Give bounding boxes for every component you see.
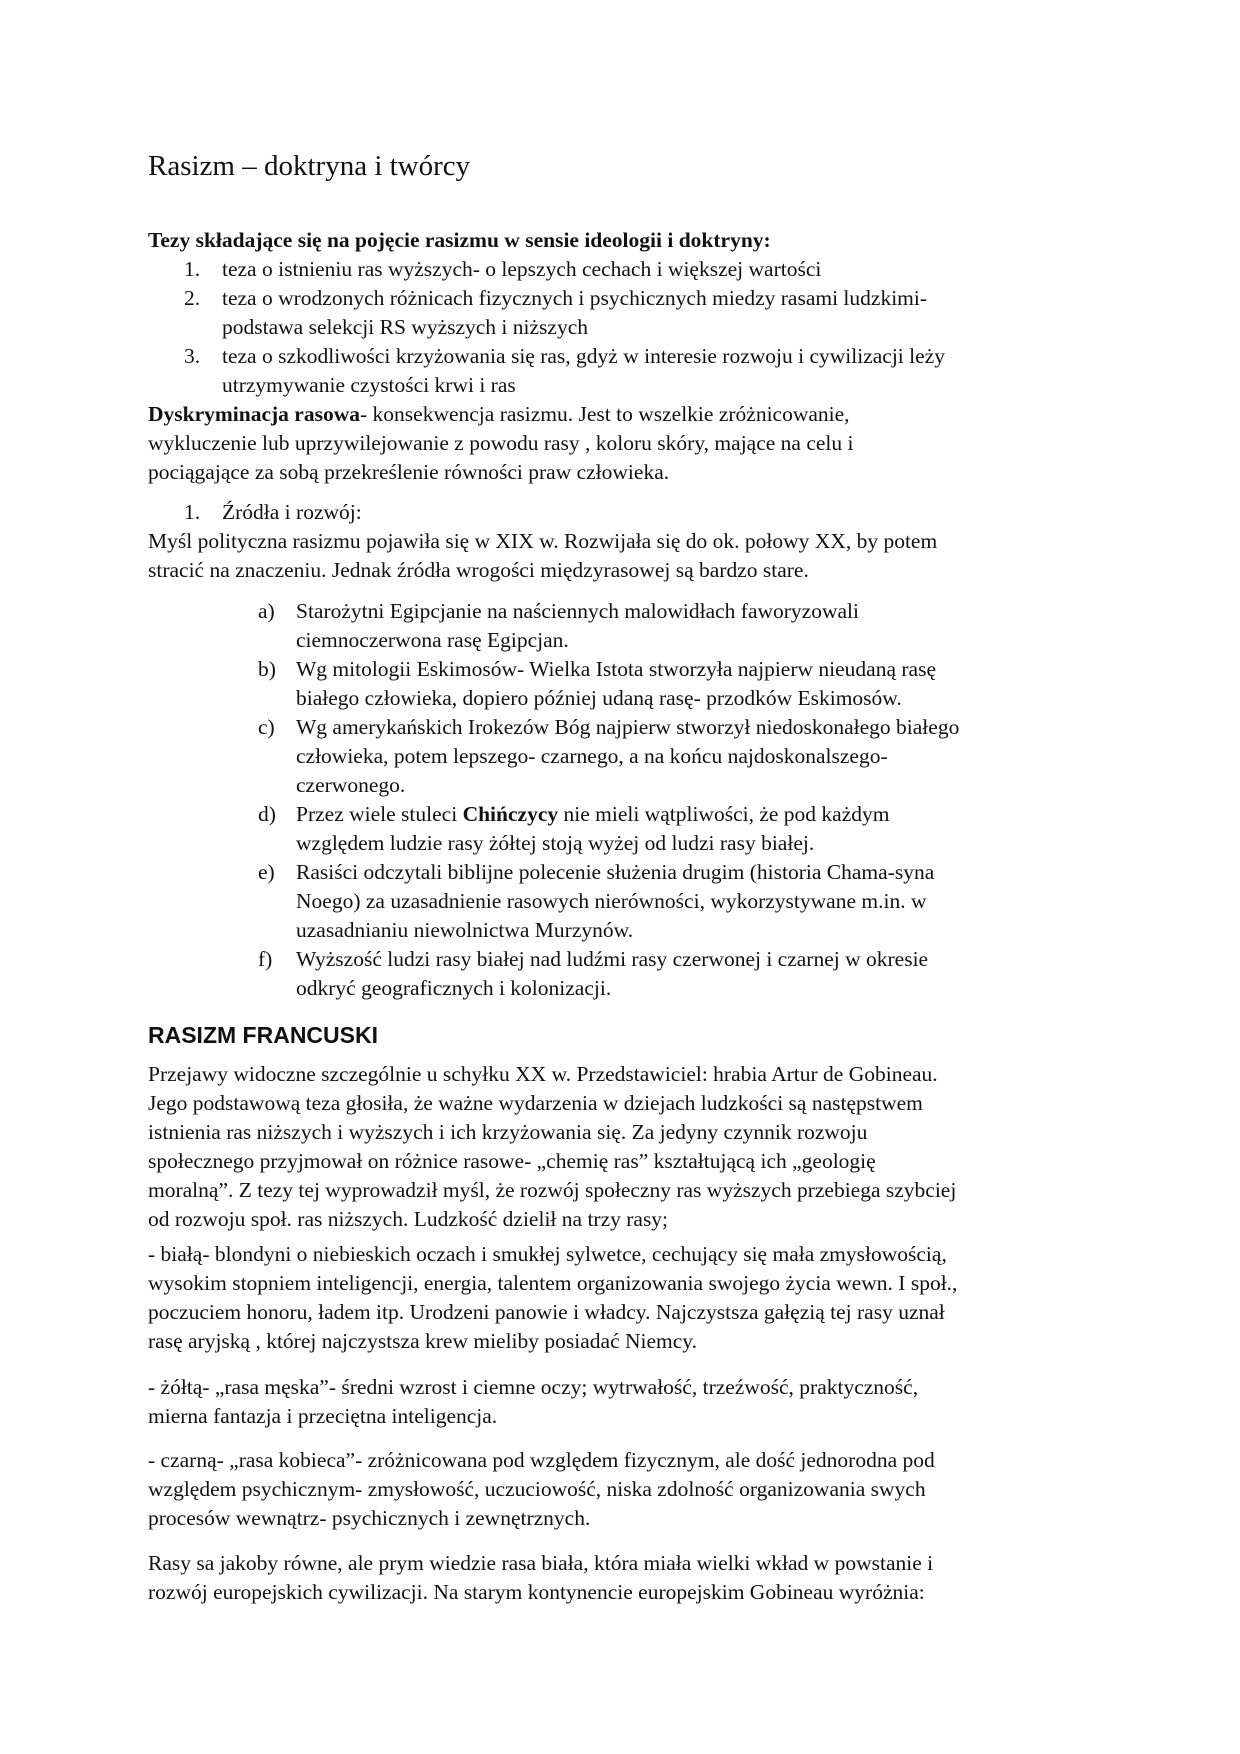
list-text: Wyższość ludzi rasy białej nad ludźmi rasy czerwonej i czarnej w okresie [296, 947, 929, 971]
white-race-paragraph [148, 1240, 1098, 1356]
list-text: podstawa selekcji RS wyższych i niższych [222, 315, 589, 339]
list-text: białego człowieka, dopiero później udaną rasę- przodków Eskimosów. [296, 686, 902, 710]
theses-heading: Tezy składające się na pojęcie rasizmu w sensie ideologii i doktryny: [148, 228, 771, 252]
list-item [148, 255, 945, 284]
discrimination-text: pociągające za sobą przekreślenie równości praw człowieka. [148, 460, 670, 484]
list-text: czerwonego. [296, 773, 406, 797]
sources-list [148, 498, 362, 527]
list-text: utrzymywanie czystości krwi i ras [222, 373, 516, 397]
paragraph-line: istnienia ras niższych i wyższych i ich krzyżowania się. Za jedyny czynnik rozwoju [148, 1120, 868, 1144]
list-item [258, 713, 959, 800]
list-item [148, 284, 945, 342]
list-text: Rasiści odczytali biblijne polecenie służenia drugim (historia Chama-syna [296, 860, 935, 884]
sources-label: Źródła i rozwój: [222, 500, 362, 524]
list-text: nie mieli wątpliwości, że pod każdym [558, 802, 890, 826]
paragraph-line: społecznego przyjmował on różnice rasowe- „chemię ras” kształtującą ich „geologię [148, 1149, 876, 1173]
paragraph-line: mierna fantazja i przeciętna inteligencja. [148, 1404, 498, 1428]
list-text: teza o szkodliwości krzyżowania się ras, gdyż w interesie rozwoju i cywilizacji leży [222, 344, 945, 368]
french-intro-paragraph [148, 1060, 1098, 1234]
paragraph-line: Jego podstawową teza głosiła, że ważne wydarzenia w dziejach ludzkości są następstwem [148, 1091, 923, 1115]
list-marker: a) [258, 599, 275, 623]
paragraph-line: od rozwoju społ. ras niższych. Ludzkość dzielił na trzy rasy; [148, 1207, 669, 1231]
list-text: teza o wrodzonych różnicach fizycznych i psychicznych miedzy rasami ludzkimi- [222, 286, 928, 310]
list-item [148, 498, 362, 527]
list-text: uzasadnianiu niewolnictwa Murzynów. [296, 918, 634, 942]
sources-text: Myśl polityczna rasizmu pojawiła się w XIX w. Rozwijała się do ok. połowy XX, by potem [148, 529, 938, 553]
list-text: Noego) za uzasadnienie rasowych nierówności, wykorzystywane m.in. w [296, 889, 927, 913]
list-item [258, 597, 959, 655]
paragraph-line: względem psychicznym- zmysłowość, uczuciowość, niska zdolność organizowania swych [148, 1477, 926, 1501]
list-text: Wg mitologii Eskimosów- Wielka Istota stworzyła najpierw nieudaną rasę [296, 657, 936, 681]
paragraph-line: Rasy sa jakoby równe, ale prym wiedzie rasa biała, która miała wielki wkład w powstanie i [148, 1551, 934, 1575]
black-race-paragraph [148, 1446, 1098, 1533]
list-text: Wg amerykańskich Irokezów Bóg najpierw stworzył niedoskonałego białego [296, 715, 960, 739]
paragraph-line: procesów wewnątrz- psychicznych i zewnętrznych. [148, 1506, 591, 1530]
examples-list [258, 597, 959, 1003]
list-marker: c) [258, 715, 275, 739]
closing-paragraph [148, 1549, 1098, 1607]
list-item [258, 858, 959, 945]
discrimination-term: Dyskryminacja rasowa [148, 402, 360, 426]
paragraph-line: - czarną- „rasa kobieca”- zróżnicowana pod względem fizycznym, ale dość jednorodna pod [148, 1448, 935, 1472]
list-marker: 2. [184, 286, 201, 310]
paragraph-line: Przejawy widoczne szczególnie u schyłku XX w. Przedstawiciel: hrabia Artur de Gobineau. [148, 1062, 938, 1086]
list-text: odkryć geograficznych i kolonizacji. [296, 976, 612, 1000]
list-marker: d) [258, 802, 276, 826]
section-heading: RASIZM FRANCUSKI [148, 1022, 378, 1048]
discrimination-paragraph [148, 400, 1098, 487]
list-marker: f) [258, 947, 273, 971]
list-item [258, 945, 959, 1003]
paragraph-line: poczuciem honoru, ładem itp. Urodzeni panowie i władcy. Najczystsza gałęzią tej rasy uznał [148, 1300, 945, 1324]
list-marker: b) [258, 657, 276, 681]
list-text: Starożytni Egipcjanie na naściennych malowidłach faworyzowali [296, 599, 859, 623]
list-text: Przez wiele stuleci [296, 802, 463, 826]
paragraph-line: moralną”. Z tezy tej wyprowadził myśl, że rozwój społeczny ras wyższych przebiega szybciej [148, 1178, 957, 1202]
paragraph-line: - białą- blondyni o niebieskich oczach i smukłej sylwetce, cechujący się mała zmysłowością, [148, 1242, 947, 1266]
paragraph-line: - żółtą- „rasa męska”- średni wzrost i ciemne oczy; wytrwałość, trzeźwość, praktyczność, [148, 1375, 919, 1399]
list-item [148, 342, 945, 400]
list-marker: 1. [184, 257, 201, 281]
document-title: Rasizm – doktryna i twórcy [148, 150, 471, 182]
list-text: człowieka, potem lepszego- czarnego, a na końcu najdoskonalszego- [296, 744, 888, 768]
list-text: teza o istnieniu ras wyższych- o lepszych cechach i większej wartości [222, 257, 822, 281]
list-item [258, 655, 959, 713]
theses-list [148, 255, 945, 400]
list-item [258, 800, 959, 858]
list-marker: e) [258, 860, 275, 884]
list-marker: 3. [184, 344, 201, 368]
yellow-race-paragraph [148, 1373, 1098, 1431]
discrimination-text: wykluczenie lub uprzywilejowanie z powodu rasy , koloru skóry, mające na celu i [148, 431, 854, 455]
paragraph-line: rozwój europejskich cywilizacji. Na starym kontynencie europejskim Gobineau wyróżnia: [148, 1580, 925, 1604]
list-text: ciemnoczerwona rasę Egipcjan. [296, 628, 569, 652]
emphasis-text: Chińczycy [462, 802, 559, 826]
sources-paragraph [148, 527, 1098, 585]
discrimination-text: - konsekwencja rasizmu. Jest to wszelkie zróżnicowanie, [360, 402, 850, 426]
sources-text: stracić na znaczeniu. Jednak źródła wrogości międzyrasowej są bardzo stare. [148, 558, 809, 582]
paragraph-line: wysokim stopniem inteligencji, energia, talentem organizowania swojego życia wewn. I społ., [148, 1271, 958, 1295]
paragraph-line: rasę aryjską , której najczystsza krew mieliby posiadać Niemcy. [148, 1329, 698, 1353]
list-marker: 1. [184, 500, 201, 524]
list-text: względem ludzie rasy żółtej stoją wyżej od ludzi rasy białej. [296, 831, 815, 855]
